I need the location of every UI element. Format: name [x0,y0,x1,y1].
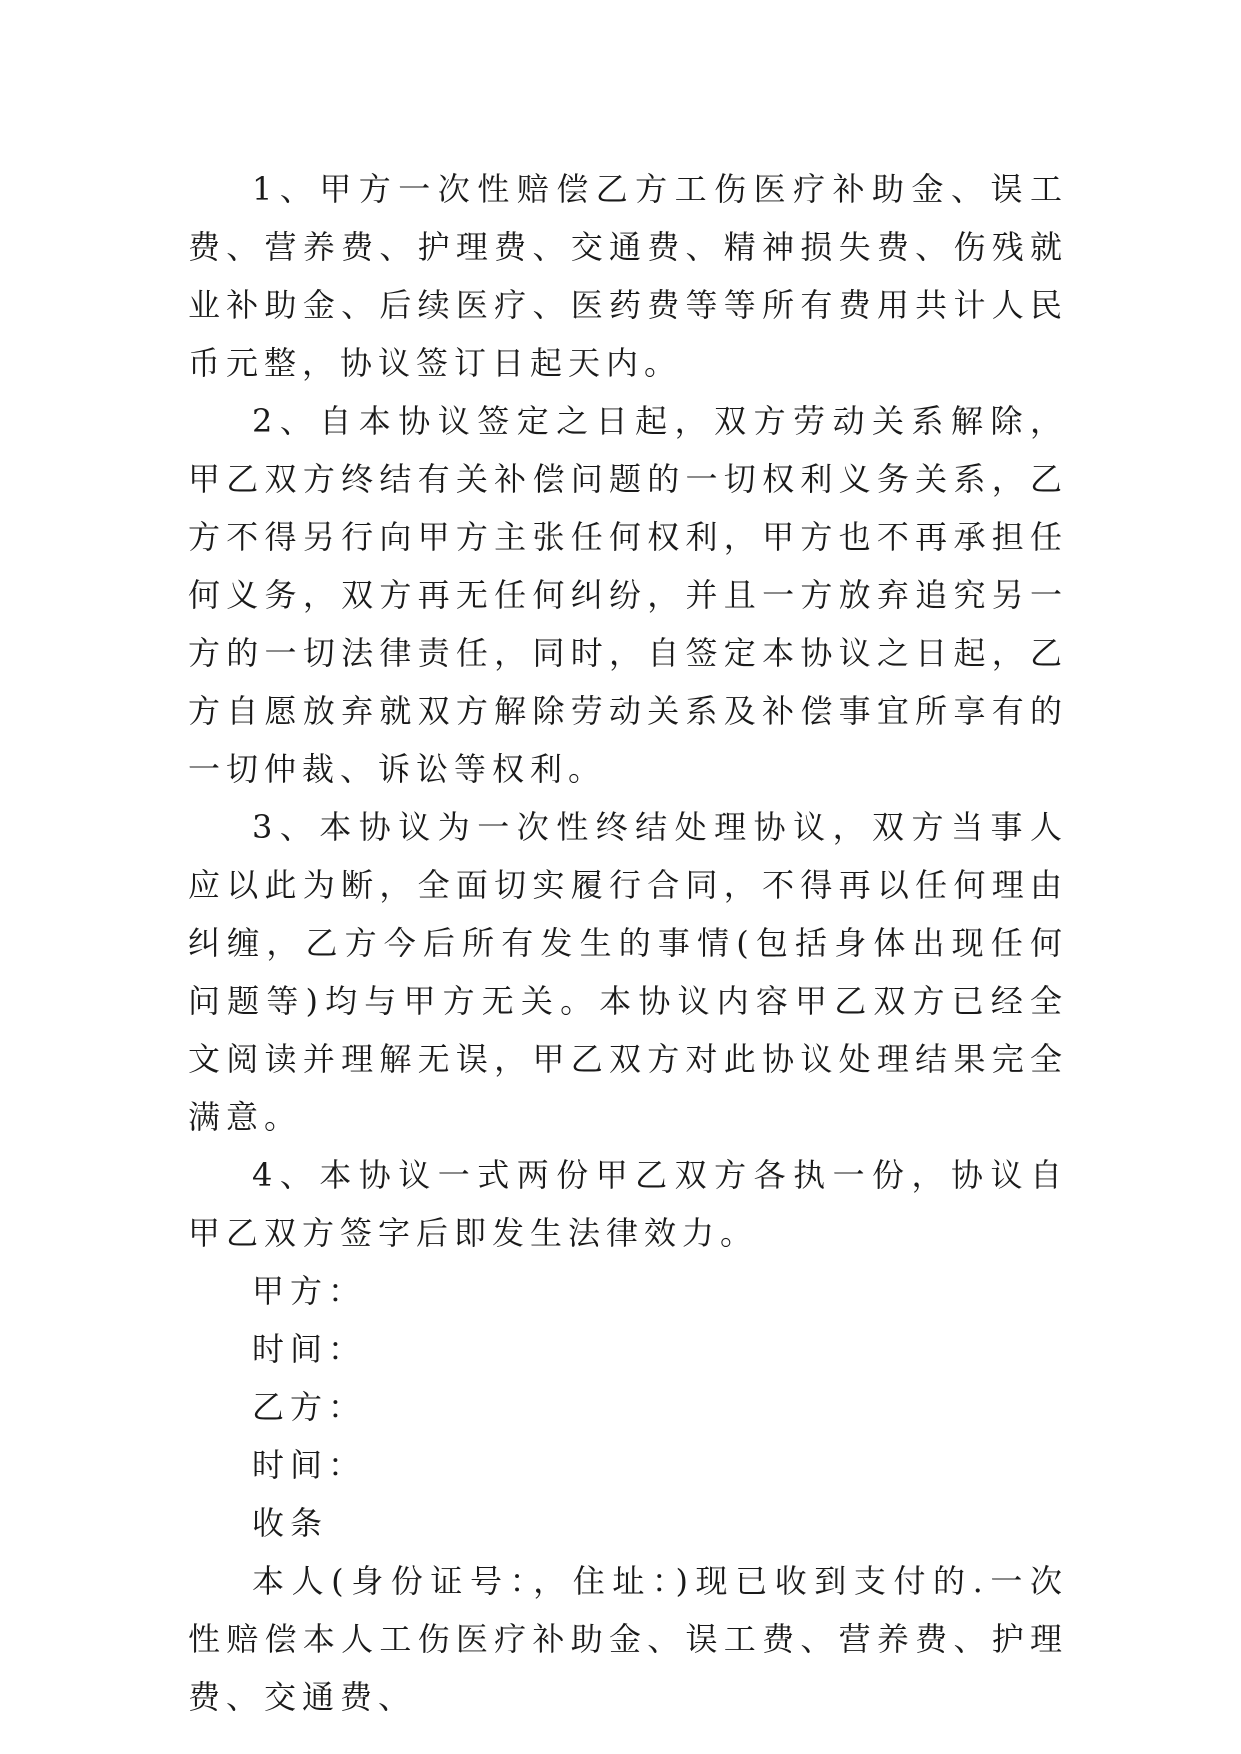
time-b-label: 时间： [252,1446,367,1484]
time-a-label: 时间： [252,1330,367,1368]
receipt-title: 收条 [252,1504,329,1542]
party-a-label: 甲方： [252,1272,367,1310]
party-b-label: 乙方： [252,1388,367,1426]
clause-1: 1、甲方一次性赔偿乙方工伤医疗补助金、误工费、营养费、护理费、交通费、精神损失费、伤残就业补助金、后续医疗、医药费等等所有费用共计人民币元整，协议签订日起天内。 [188,170,1068,382]
clause-4: 4、本协议一式两份甲乙双方各执一份，协议自甲乙双方签字后即发生法律效力。 [188,1156,1068,1252]
clause-2: 2、自本协议签定之日起，双方劳动关系解除，甲乙双方终结有关补偿问题的一切权利义务关系，乙方不得另行向甲方主张任何权利，甲方也不再承担任何义务，双方再无任何纠纷，并且一方放弃追究另一方的一切法律责任，同时，自签定本协议之日起，乙方自愿放弃就双方解除劳动关系及补偿事宜所享有的一切仲裁、诉讼等权利。 [188,402,1068,788]
document-body [188,160,1068,1726]
clause-3: 3、本协议为一次性终结处理协议，双方当事人应以此为断，全面切实履行合同，不得再以任何理由纠缠，乙方今后所有发生的事情(包括身体出现任何问题等)均与甲方无关。本协议内容甲乙双方已经全文阅读并理解无误，甲乙双方对此协议处理结果完全满意。 [188,808,1068,1136]
receipt-body: 本人(身份证号：，住址：)现已收到支付的.一次性赔偿本人工伤医疗补助金、误工费、营养费、护理费、交通费、 [188,1562,1068,1716]
